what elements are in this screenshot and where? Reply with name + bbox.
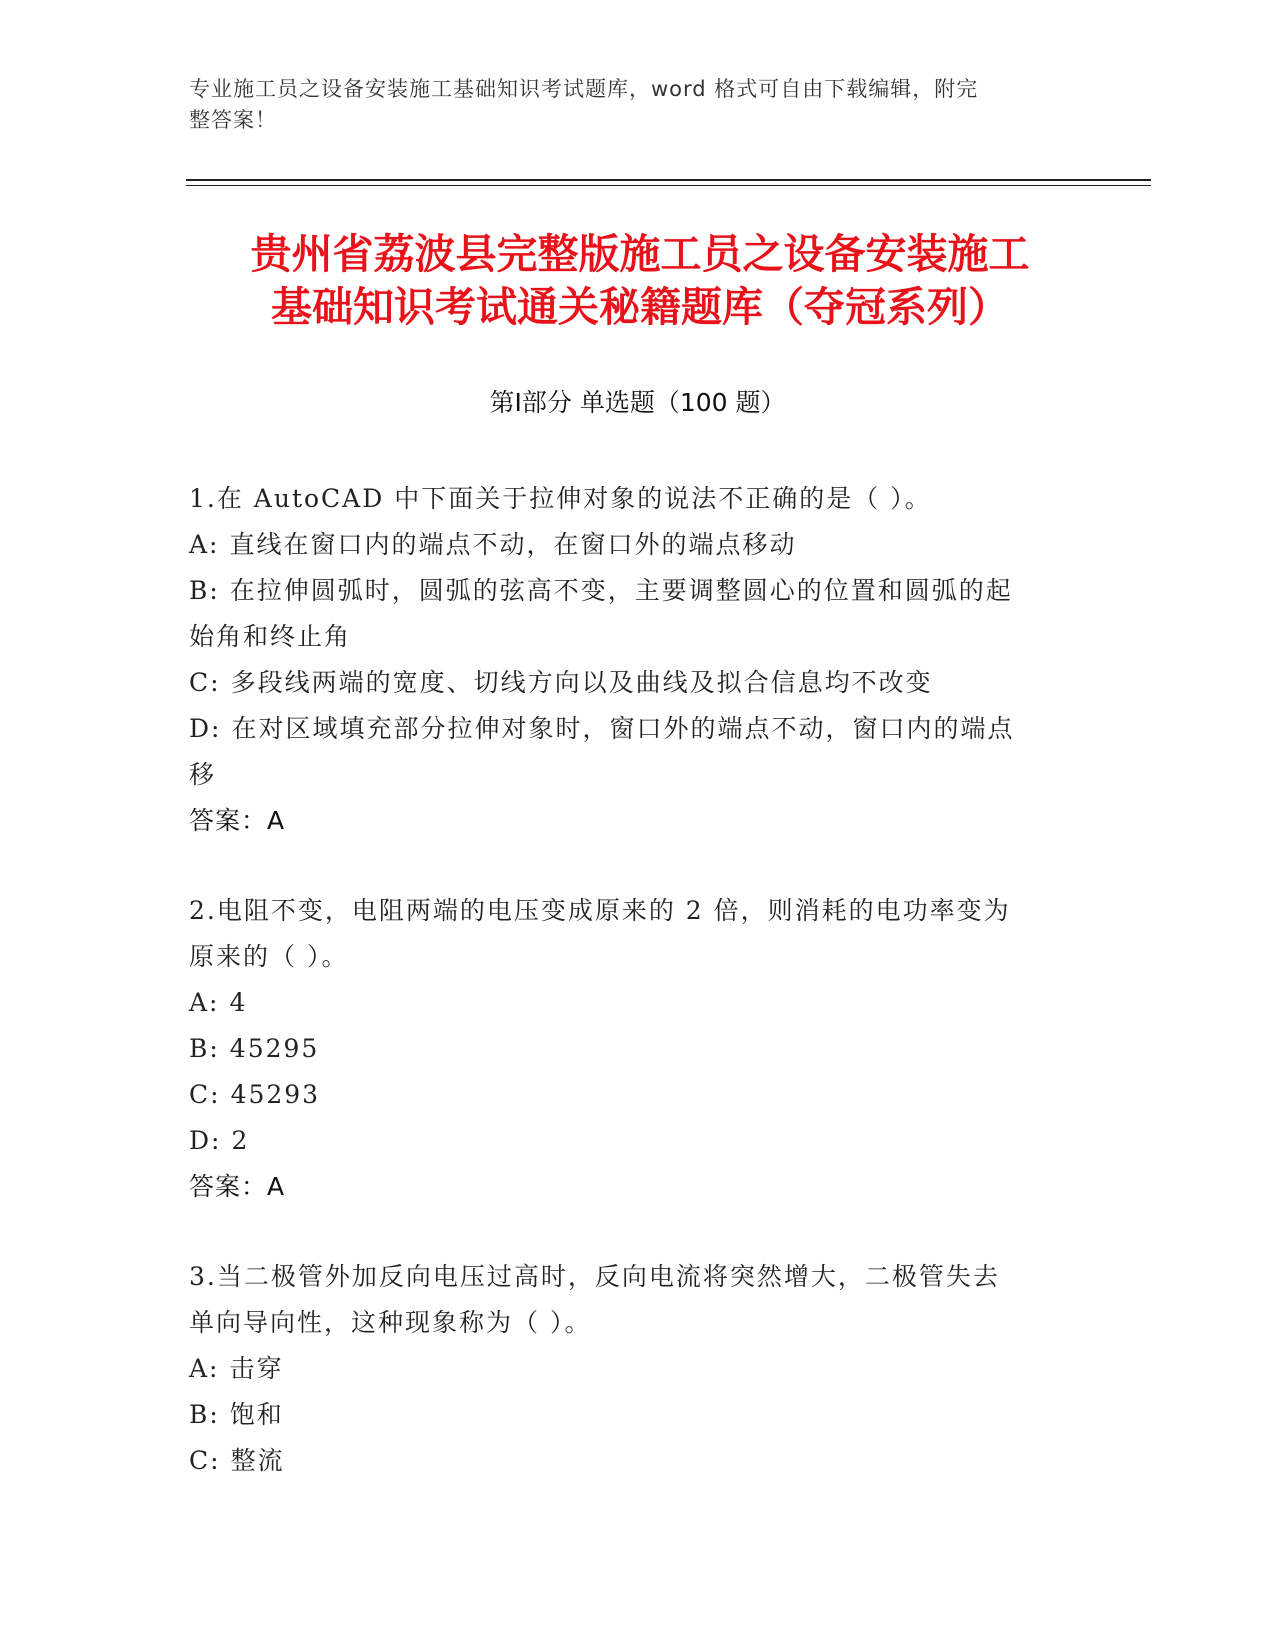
option-label: D: (189, 714, 222, 743)
option-label: A: (189, 1354, 220, 1383)
question-item (189, 1254, 1074, 1484)
option-text: 4 (229, 988, 248, 1017)
option-label: A: (189, 988, 220, 1017)
option-line (189, 1118, 1074, 1164)
question-stem: 1.在 AutoCAD 中下面关于拉伸对象的说法不正确的是（ ）。 (189, 484, 932, 513)
title-line: 基础知识考试通关秘籍题库（夺冠系列） (271, 283, 1009, 331)
option-line (189, 568, 1074, 614)
option-label: C: (189, 1446, 221, 1475)
document-title (180, 228, 1100, 334)
option-line (189, 660, 1074, 706)
title-line: 贵州省荔波县完整版施工员之设备安装施工 (250, 230, 1030, 278)
question-item (189, 888, 1074, 1210)
option-text: 饱和 (229, 1400, 284, 1429)
option-line (189, 1346, 1074, 1392)
option-line (189, 980, 1074, 1026)
option-text: 在对区域填充部分拉伸对象时，窗口外的端点不动，窗口内的端点 (231, 714, 1015, 743)
question-stem: 单向导向性，这种现象称为（ ）。 (189, 1308, 592, 1337)
option-label: B: (189, 1034, 220, 1063)
question-stem: 原来的（ ）。 (189, 942, 349, 971)
option-text: 移 (189, 760, 217, 789)
option-label: D: (189, 1126, 222, 1155)
option-text: 2 (231, 1126, 250, 1155)
option-text: 整流 (230, 1446, 285, 1475)
option-text: 在拉伸圆弧时，圆弧的弦高不变，主要调整圆心的位置和圆弧的起 (229, 576, 1013, 605)
question-stem: 2.电阻不变，电阻两端的电压变成原来的 2 倍，则消耗的电功率变为 (189, 896, 1011, 925)
option-label: C: (189, 1080, 221, 1109)
question-stem: 3.当二极管外加反向电压过高时，反向电流将突然增大，二极管失去 (189, 1262, 1000, 1291)
option-line (189, 706, 1074, 752)
option-text: 击穿 (229, 1354, 284, 1383)
option-line (189, 1438, 1074, 1484)
option-label: B: (189, 1400, 220, 1429)
option-text: 始角和终止角 (189, 622, 352, 651)
answer-text: 答案：A (189, 806, 286, 835)
section-heading: 第Ⅰ部分 单选题（100 题） (489, 388, 786, 417)
question-item (189, 476, 1074, 844)
option-text: 多段线两端的宽度、切线方向以及曲线及拟合信息均不改变 (230, 668, 933, 697)
option-line (189, 614, 1074, 660)
option-line (189, 1026, 1074, 1072)
option-line (189, 752, 1074, 798)
header-rule-thin (186, 185, 1151, 186)
option-line (189, 1072, 1074, 1118)
option-line (189, 1392, 1074, 1438)
header-note-line: 整答案！ (189, 108, 277, 132)
option-label: C: (189, 668, 221, 697)
option-text: 直线在窗口内的端点不动，在窗口外的端点移动 (229, 530, 797, 559)
option-text: 45293 (230, 1080, 321, 1109)
option-label: B: (189, 576, 220, 605)
header-rule-thick (186, 179, 1151, 181)
option-text: 45295 (229, 1034, 320, 1063)
option-line (189, 522, 1074, 568)
header-note-line: 专业施工员之设备安装施工基础知识考试题库，word 格式可自由下载编辑，附完 (189, 77, 979, 101)
option-label: A: (189, 530, 220, 559)
header-note (189, 74, 1069, 136)
answer-text: 答案：A (189, 1172, 286, 1201)
question-list (189, 476, 1074, 1528)
